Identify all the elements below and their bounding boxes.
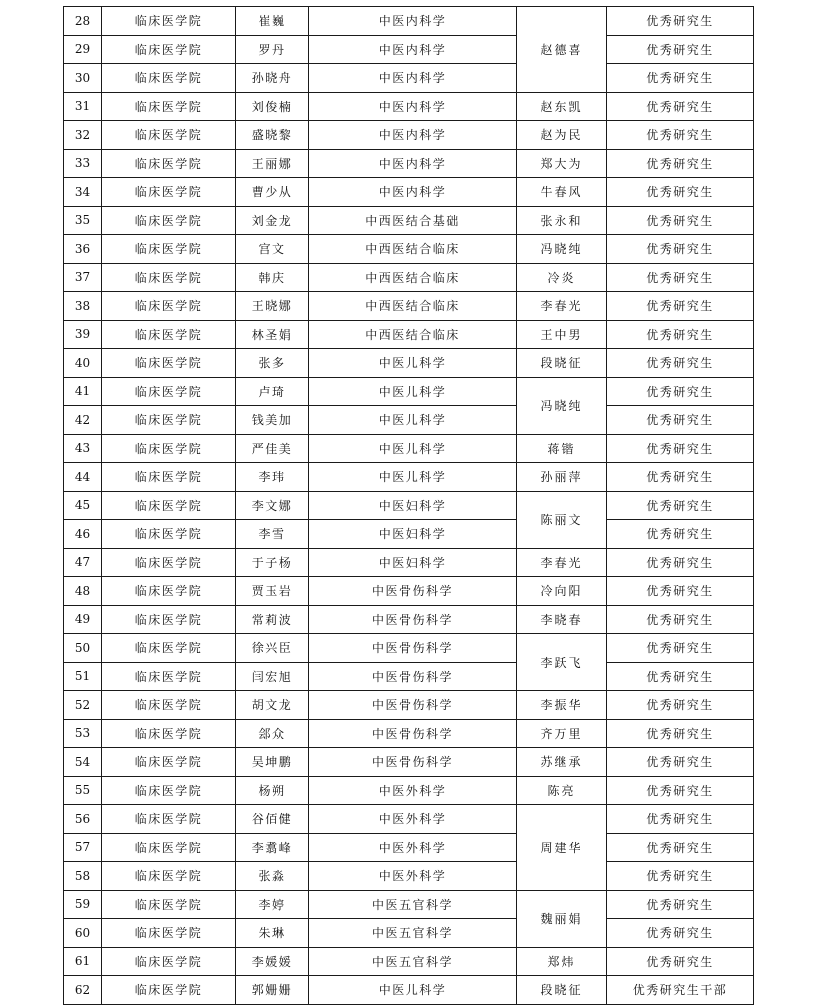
college-cell: 临床医学院 xyxy=(102,947,236,976)
supervisor-cell: 冯晓纯 xyxy=(517,377,607,434)
award-cell: 优秀研究生 xyxy=(607,235,754,264)
student-name: 王晓娜 xyxy=(236,292,309,321)
major-cell: 中医儿科学 xyxy=(309,463,517,492)
college-cell: 临床医学院 xyxy=(102,377,236,406)
supervisor-cell: 张永和 xyxy=(517,206,607,235)
college-cell: 临床医学院 xyxy=(102,149,236,178)
table-row xyxy=(64,947,754,976)
supervisor-cell: 李振华 xyxy=(517,691,607,720)
college-cell: 临床医学院 xyxy=(102,406,236,435)
student-name: 杨朔 xyxy=(236,776,309,805)
major-cell: 中医内科学 xyxy=(309,121,517,150)
award-cell: 优秀研究生 xyxy=(607,776,754,805)
award-cell: 优秀研究生 xyxy=(607,463,754,492)
row-number: 55 xyxy=(64,776,102,805)
table-row xyxy=(64,776,754,805)
award-cell: 优秀研究生 xyxy=(607,406,754,435)
supervisor-cell: 郑炜 xyxy=(517,947,607,976)
row-number: 44 xyxy=(64,463,102,492)
supervisor-cell: 齐万里 xyxy=(517,719,607,748)
major-cell: 中医内科学 xyxy=(309,149,517,178)
table-row xyxy=(64,377,754,406)
supervisor-cell: 段晓征 xyxy=(517,976,607,1005)
row-number: 59 xyxy=(64,890,102,919)
student-name: 胡文龙 xyxy=(236,691,309,720)
table-row xyxy=(64,976,754,1005)
award-cell: 优秀研究生干部 xyxy=(607,976,754,1005)
row-number: 29 xyxy=(64,35,102,64)
student-name: 钱美加 xyxy=(236,406,309,435)
college-cell: 临床医学院 xyxy=(102,35,236,64)
award-cell: 优秀研究生 xyxy=(607,64,754,93)
award-cell: 优秀研究生 xyxy=(607,434,754,463)
college-cell: 临床医学院 xyxy=(102,7,236,36)
award-cell: 优秀研究生 xyxy=(607,491,754,520)
table-row xyxy=(64,64,754,93)
supervisor-cell: 李春光 xyxy=(517,292,607,321)
row-number: 52 xyxy=(64,691,102,720)
supervisor-cell: 牛春风 xyxy=(517,178,607,207)
college-cell: 临床医学院 xyxy=(102,605,236,634)
award-cell: 优秀研究生 xyxy=(607,862,754,891)
award-cell: 优秀研究生 xyxy=(607,206,754,235)
college-cell: 临床医学院 xyxy=(102,292,236,321)
student-name: 朱琳 xyxy=(236,919,309,948)
major-cell: 中医儿科学 xyxy=(309,349,517,378)
supervisor-cell: 赵德喜 xyxy=(517,7,607,93)
award-cell: 优秀研究生 xyxy=(607,919,754,948)
award-cell: 优秀研究生 xyxy=(607,833,754,862)
student-name: 严佳美 xyxy=(236,434,309,463)
major-cell: 中医儿科学 xyxy=(309,434,517,463)
table-row xyxy=(64,548,754,577)
major-cell: 中西医结合临床 xyxy=(309,263,517,292)
major-cell: 中医骨伤科学 xyxy=(309,577,517,606)
row-number: 51 xyxy=(64,662,102,691)
college-cell: 临床医学院 xyxy=(102,263,236,292)
major-cell: 中医内科学 xyxy=(309,7,517,36)
college-cell: 临床医学院 xyxy=(102,719,236,748)
college-cell: 临床医学院 xyxy=(102,349,236,378)
row-number: 49 xyxy=(64,605,102,634)
row-number: 37 xyxy=(64,263,102,292)
row-number: 53 xyxy=(64,719,102,748)
major-cell: 中医骨伤科学 xyxy=(309,662,517,691)
table-row xyxy=(64,320,754,349)
award-cell: 优秀研究生 xyxy=(607,890,754,919)
student-name: 张淼 xyxy=(236,862,309,891)
table-row xyxy=(64,719,754,748)
supervisor-cell: 郑大为 xyxy=(517,149,607,178)
row-number: 36 xyxy=(64,235,102,264)
table-row xyxy=(64,605,754,634)
student-name: 谷佰健 xyxy=(236,805,309,834)
row-number: 33 xyxy=(64,149,102,178)
student-name: 崔巍 xyxy=(236,7,309,36)
student-name: 徐兴臣 xyxy=(236,634,309,663)
student-name: 林圣娟 xyxy=(236,320,309,349)
award-cell: 优秀研究生 xyxy=(607,35,754,64)
row-number: 32 xyxy=(64,121,102,150)
student-name: 李婷 xyxy=(236,890,309,919)
supervisor-cell: 冷炎 xyxy=(517,263,607,292)
award-cell: 优秀研究生 xyxy=(607,662,754,691)
row-number: 31 xyxy=(64,92,102,121)
supervisor-cell: 冯晓纯 xyxy=(517,235,607,264)
major-cell: 中医外科学 xyxy=(309,776,517,805)
student-name: 郐众 xyxy=(236,719,309,748)
supervisor-cell: 陈丽文 xyxy=(517,491,607,548)
award-cell: 优秀研究生 xyxy=(607,377,754,406)
supervisor-cell: 蒋锴 xyxy=(517,434,607,463)
student-name: 李玮 xyxy=(236,463,309,492)
award-cell: 优秀研究生 xyxy=(607,149,754,178)
table-body xyxy=(64,7,754,1005)
major-cell: 中医五官科学 xyxy=(309,947,517,976)
major-cell: 中医儿科学 xyxy=(309,406,517,435)
row-number: 28 xyxy=(64,7,102,36)
row-number: 43 xyxy=(64,434,102,463)
table-row xyxy=(64,691,754,720)
award-cell: 优秀研究生 xyxy=(607,605,754,634)
supervisor-cell: 魏丽娟 xyxy=(517,890,607,947)
college-cell: 临床医学院 xyxy=(102,862,236,891)
student-name: 刘俊楠 xyxy=(236,92,309,121)
table-row xyxy=(64,292,754,321)
student-name: 闫宏旭 xyxy=(236,662,309,691)
college-cell: 临床医学院 xyxy=(102,520,236,549)
row-number: 58 xyxy=(64,862,102,891)
college-cell: 临床医学院 xyxy=(102,548,236,577)
supervisor-cell: 王中男 xyxy=(517,320,607,349)
row-number: 56 xyxy=(64,805,102,834)
table-row xyxy=(64,235,754,264)
major-cell: 中西医结合临床 xyxy=(309,320,517,349)
student-name: 李媛媛 xyxy=(236,947,309,976)
award-cell: 优秀研究生 xyxy=(607,577,754,606)
major-cell: 中医骨伤科学 xyxy=(309,634,517,663)
major-cell: 中医妇科学 xyxy=(309,548,517,577)
student-name: 郭姗姗 xyxy=(236,976,309,1005)
table-row xyxy=(64,805,754,834)
table-row xyxy=(64,463,754,492)
award-list-table xyxy=(63,6,754,1005)
college-cell: 临床医学院 xyxy=(102,833,236,862)
major-cell: 中医内科学 xyxy=(309,92,517,121)
table-row xyxy=(64,178,754,207)
college-cell: 临床医学院 xyxy=(102,691,236,720)
supervisor-cell: 李晓春 xyxy=(517,605,607,634)
row-number: 40 xyxy=(64,349,102,378)
supervisor-cell: 冷向阳 xyxy=(517,577,607,606)
college-cell: 临床医学院 xyxy=(102,976,236,1005)
student-name: 吴坤鹏 xyxy=(236,748,309,777)
college-cell: 临床医学院 xyxy=(102,206,236,235)
award-cell: 优秀研究生 xyxy=(607,719,754,748)
award-cell: 优秀研究生 xyxy=(607,520,754,549)
supervisor-cell: 陈亮 xyxy=(517,776,607,805)
row-number: 42 xyxy=(64,406,102,435)
table-row xyxy=(64,634,754,663)
row-number: 30 xyxy=(64,64,102,93)
table-row xyxy=(64,662,754,691)
row-number: 57 xyxy=(64,833,102,862)
award-cell: 优秀研究生 xyxy=(607,121,754,150)
college-cell: 临床医学院 xyxy=(102,320,236,349)
major-cell: 中医外科学 xyxy=(309,833,517,862)
row-number: 54 xyxy=(64,748,102,777)
college-cell: 临床医学院 xyxy=(102,178,236,207)
table-row xyxy=(64,7,754,36)
supervisor-cell: 段晓征 xyxy=(517,349,607,378)
supervisor-cell: 李跃飞 xyxy=(517,634,607,691)
table-row xyxy=(64,919,754,948)
student-name: 宫文 xyxy=(236,235,309,264)
student-name: 曹少从 xyxy=(236,178,309,207)
college-cell: 临床医学院 xyxy=(102,463,236,492)
college-cell: 临床医学院 xyxy=(102,491,236,520)
award-cell: 优秀研究生 xyxy=(607,349,754,378)
award-cell: 优秀研究生 xyxy=(607,92,754,121)
college-cell: 临床医学院 xyxy=(102,92,236,121)
row-number: 41 xyxy=(64,377,102,406)
row-number: 35 xyxy=(64,206,102,235)
college-cell: 临床医学院 xyxy=(102,577,236,606)
row-number: 38 xyxy=(64,292,102,321)
student-name: 罗丹 xyxy=(236,35,309,64)
row-number: 47 xyxy=(64,548,102,577)
major-cell: 中医内科学 xyxy=(309,178,517,207)
award-cell: 优秀研究生 xyxy=(607,748,754,777)
row-number: 39 xyxy=(64,320,102,349)
supervisor-cell: 赵为民 xyxy=(517,121,607,150)
college-cell: 临床医学院 xyxy=(102,634,236,663)
major-cell: 中医儿科学 xyxy=(309,976,517,1005)
student-name: 刘金龙 xyxy=(236,206,309,235)
student-name: 贾玉岩 xyxy=(236,577,309,606)
student-name: 李文娜 xyxy=(236,491,309,520)
table-row xyxy=(64,263,754,292)
table-row xyxy=(64,833,754,862)
college-cell: 临床医学院 xyxy=(102,748,236,777)
college-cell: 临床医学院 xyxy=(102,662,236,691)
major-cell: 中医骨伤科学 xyxy=(309,719,517,748)
student-name: 韩庆 xyxy=(236,263,309,292)
award-cell: 优秀研究生 xyxy=(607,178,754,207)
supervisor-cell: 周建华 xyxy=(517,805,607,891)
table-row xyxy=(64,862,754,891)
college-cell: 临床医学院 xyxy=(102,434,236,463)
major-cell: 中医妇科学 xyxy=(309,491,517,520)
award-cell: 优秀研究生 xyxy=(607,263,754,292)
row-number: 48 xyxy=(64,577,102,606)
college-cell: 临床医学院 xyxy=(102,890,236,919)
table-row xyxy=(64,121,754,150)
award-cell: 优秀研究生 xyxy=(607,548,754,577)
row-number: 62 xyxy=(64,976,102,1005)
major-cell: 中医五官科学 xyxy=(309,919,517,948)
supervisor-cell: 苏继承 xyxy=(517,748,607,777)
award-cell: 优秀研究生 xyxy=(607,292,754,321)
student-name: 张多 xyxy=(236,349,309,378)
table-row xyxy=(64,92,754,121)
major-cell: 中医外科学 xyxy=(309,805,517,834)
major-cell: 中医内科学 xyxy=(309,64,517,93)
row-number: 50 xyxy=(64,634,102,663)
supervisor-cell: 李春光 xyxy=(517,548,607,577)
award-cell: 优秀研究生 xyxy=(607,691,754,720)
major-cell: 中西医结合临床 xyxy=(309,235,517,264)
college-cell: 临床医学院 xyxy=(102,919,236,948)
table-row xyxy=(64,35,754,64)
supervisor-cell: 孙丽萍 xyxy=(517,463,607,492)
award-cell: 优秀研究生 xyxy=(607,634,754,663)
student-name: 于子杨 xyxy=(236,548,309,577)
award-cell: 优秀研究生 xyxy=(607,805,754,834)
college-cell: 临床医学院 xyxy=(102,64,236,93)
major-cell: 中医骨伤科学 xyxy=(309,748,517,777)
major-cell: 中医骨伤科学 xyxy=(309,691,517,720)
major-cell: 中医五官科学 xyxy=(309,890,517,919)
row-number: 61 xyxy=(64,947,102,976)
row-number: 45 xyxy=(64,491,102,520)
major-cell: 中西医结合临床 xyxy=(309,292,517,321)
major-cell: 中医骨伤科学 xyxy=(309,605,517,634)
major-cell: 中医内科学 xyxy=(309,35,517,64)
award-cell: 优秀研究生 xyxy=(607,320,754,349)
supervisor-cell: 赵东凯 xyxy=(517,92,607,121)
student-name: 孙晓舟 xyxy=(236,64,309,93)
major-cell: 中医儿科学 xyxy=(309,377,517,406)
college-cell: 临床医学院 xyxy=(102,121,236,150)
table-row xyxy=(64,434,754,463)
table-row xyxy=(64,349,754,378)
table-row xyxy=(64,520,754,549)
student-name: 盛晓黎 xyxy=(236,121,309,150)
college-cell: 临床医学院 xyxy=(102,805,236,834)
student-name: 王丽娜 xyxy=(236,149,309,178)
student-name: 常莉波 xyxy=(236,605,309,634)
table-row xyxy=(64,577,754,606)
college-cell: 临床医学院 xyxy=(102,776,236,805)
student-name: 李雪 xyxy=(236,520,309,549)
row-number: 34 xyxy=(64,178,102,207)
student-name: 李翥峰 xyxy=(236,833,309,862)
major-cell: 中医外科学 xyxy=(309,862,517,891)
table-row xyxy=(64,890,754,919)
major-cell: 中医妇科学 xyxy=(309,520,517,549)
major-cell: 中西医结合基础 xyxy=(309,206,517,235)
table-row xyxy=(64,406,754,435)
table-row xyxy=(64,149,754,178)
table-row xyxy=(64,491,754,520)
college-cell: 临床医学院 xyxy=(102,235,236,264)
student-name: 卢琦 xyxy=(236,377,309,406)
row-number: 60 xyxy=(64,919,102,948)
table-row xyxy=(64,206,754,235)
award-cell: 优秀研究生 xyxy=(607,7,754,36)
row-number: 46 xyxy=(64,520,102,549)
award-cell: 优秀研究生 xyxy=(607,947,754,976)
table-row xyxy=(64,748,754,777)
